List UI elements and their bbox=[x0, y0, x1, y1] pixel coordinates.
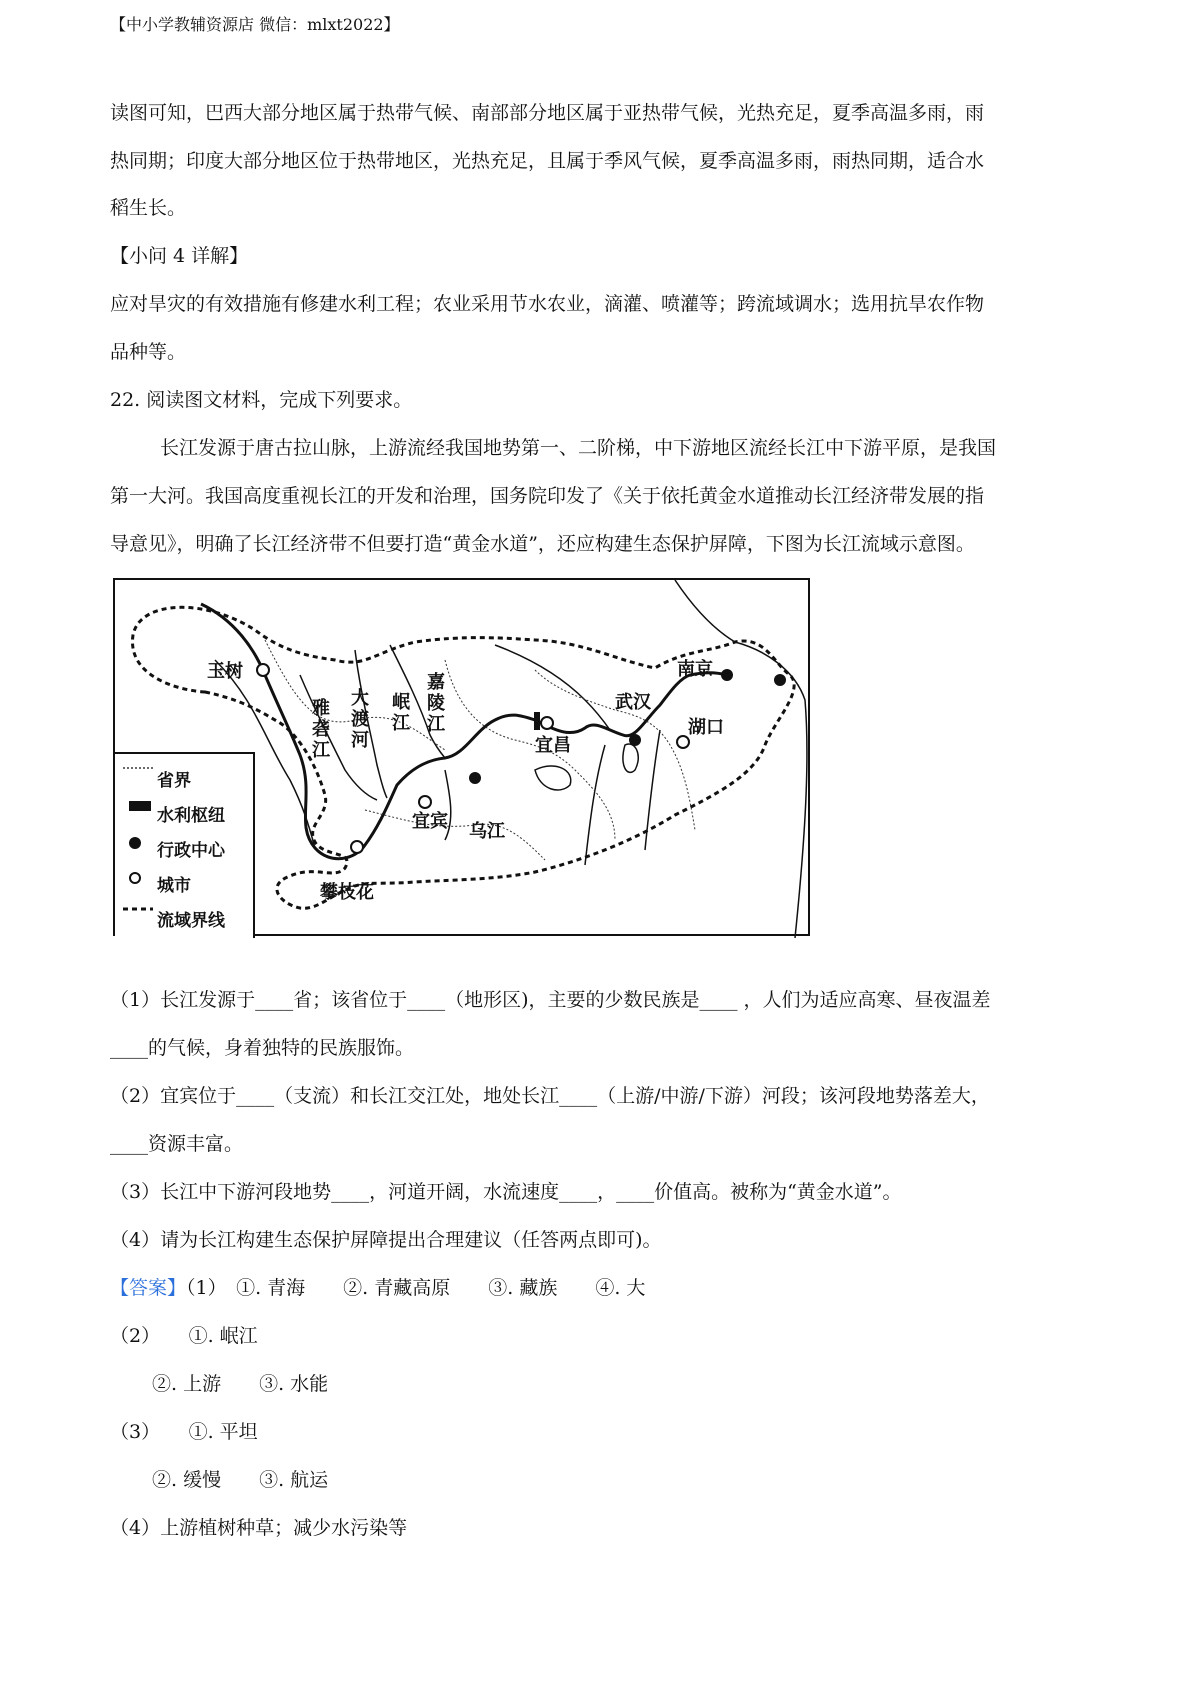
question-1-cont: ____的气候，身着独特的民族服饰。 bbox=[110, 1037, 415, 1059]
label-yibin: 宜宾 bbox=[412, 811, 448, 832]
answer-2-cont: ②. 上游 ③. 水能 bbox=[152, 1373, 329, 1395]
province-border bbox=[365, 810, 545, 860]
lake-dongting bbox=[535, 766, 571, 790]
map-legend bbox=[115, 752, 255, 938]
page-header: 【中小学教辅资源店 微信：mlxt2022】 bbox=[110, 15, 400, 34]
province-border bbox=[445, 660, 615, 840]
city-yichang bbox=[541, 717, 553, 729]
legend-label: 城市 bbox=[157, 876, 191, 896]
label-yushu: 玉树 bbox=[207, 661, 243, 682]
legend-row-dam bbox=[123, 801, 225, 826]
label-dadu: 大 渡 河 bbox=[351, 688, 369, 751]
tributary-gan bbox=[645, 730, 660, 850]
answer-3-cont: ②. 缓慢 ③. 航运 bbox=[152, 1469, 329, 1491]
city-yushu bbox=[257, 664, 269, 676]
paragraph-line: 稻生长。 bbox=[110, 197, 187, 219]
answer-3: （3） ①. 平坦 bbox=[110, 1421, 258, 1443]
material-line: 长江发源于唐古拉山脉，上游流经我国地势第一、二阶梯，中下游地区流经长江中下游平原，是我国 bbox=[160, 437, 997, 459]
section-heading: 【小问 4 详解】 bbox=[110, 245, 249, 267]
label-wujiang: 乌江 bbox=[469, 821, 505, 842]
admin-center-chongqing bbox=[469, 772, 481, 784]
label-nanjing: 南京 bbox=[677, 659, 713, 680]
answer-4: （4）上游植树种草；减少水污染等 bbox=[110, 1517, 408, 1539]
answer-1: （1） ①. 青海 ②. 青藏高原 ③. 藏族 ④. 大 bbox=[186, 1277, 646, 1299]
tributary-xiang bbox=[585, 745, 605, 865]
yangtze-basin-map bbox=[113, 578, 810, 936]
label-yichang: 宜昌 bbox=[535, 735, 571, 756]
material-line: 第一大河。我国高度重视长江的开发和治理，国务院印发了《关于依托黄金水道推动长江经济带发展的指 bbox=[110, 485, 985, 507]
paragraph-line: 读图可知，巴西大部分地区属于热带气候、南部部分地区属于亚热带气候，光热充足，夏季高温多雨，雨 bbox=[110, 102, 985, 124]
admin-center-nanjing bbox=[721, 669, 733, 681]
label-jialing: 嘉 陵 江 bbox=[427, 672, 445, 735]
legend-label: 行政中心 bbox=[157, 841, 225, 861]
question-1: （1）长江发源于____省；该省位于____（地形区)，主要的少数民族是____ ，人们为适应高寒、昼夜温差 bbox=[110, 989, 991, 1011]
dam-symbol bbox=[534, 712, 540, 730]
legend-label: 省界 bbox=[157, 771, 191, 791]
city-yibin bbox=[419, 796, 431, 808]
answer-line-1 bbox=[110, 1273, 1100, 1303]
answer-2: （2） ①. 岷江 bbox=[110, 1325, 258, 1347]
legend-row-admin bbox=[123, 836, 225, 861]
paragraph-line: 热同期；印度大部分地区位于热带地区，光热充足，且属于季风气候，夏季高温多雨，雨热同期，适合水 bbox=[110, 150, 985, 172]
label-hukou: 湖口 bbox=[688, 717, 724, 738]
legend-row-city bbox=[123, 871, 191, 896]
material-line: 导意见》，明确了长江经济带不但要打造“黄金水道”，还应构建生态保护屏障，下图为长江流域示意图。 bbox=[110, 533, 975, 555]
lake-poyang bbox=[623, 744, 638, 772]
legend-label: 水利枢纽 bbox=[157, 806, 225, 826]
question-title: 22. 阅读图文材料，完成下列要求。 bbox=[110, 389, 413, 411]
city-panzhihua bbox=[351, 841, 363, 853]
admin-center-wuhan bbox=[629, 734, 641, 746]
legend-row-basin bbox=[123, 906, 225, 931]
question-4: （4）请为长江构建生态保护屏障提出合理建议（任答两点即可)。 bbox=[110, 1229, 662, 1251]
question-2: （2）宜宾位于____（支流）和长江交江处，地处长江____（上游/中游/下游）河段；该河段地势落差大， bbox=[110, 1085, 990, 1107]
label-panzhihua: 攀枝花 bbox=[320, 882, 374, 903]
question-3: （3）长江中下游河段地势____，河道开阔，水流速度____，____价值高。被称为“黄金水道”。 bbox=[110, 1181, 902, 1203]
legend-row-province bbox=[123, 766, 191, 791]
label-yalong: 雅 砻 江 bbox=[312, 698, 330, 761]
label-minjiang: 岷 江 bbox=[392, 692, 410, 734]
tributary-han bbox=[495, 645, 610, 730]
question-2-cont: ____资源丰富。 bbox=[110, 1133, 244, 1155]
label-wuhan: 武汉 bbox=[615, 692, 651, 713]
coastline bbox=[675, 580, 807, 938]
paragraph-line: 品种等。 bbox=[110, 341, 187, 363]
legend-label: 流域界线 bbox=[157, 911, 225, 931]
answer-tag: 【答案】 bbox=[110, 1277, 187, 1299]
paragraph-line: 应对旱灾的有效措施有修建水利工程；农业采用节水农业，滴灌、喷灌等；跨流域调水；选用抗旱农作物 bbox=[110, 293, 985, 315]
admin-center-shanghai bbox=[774, 674, 786, 686]
